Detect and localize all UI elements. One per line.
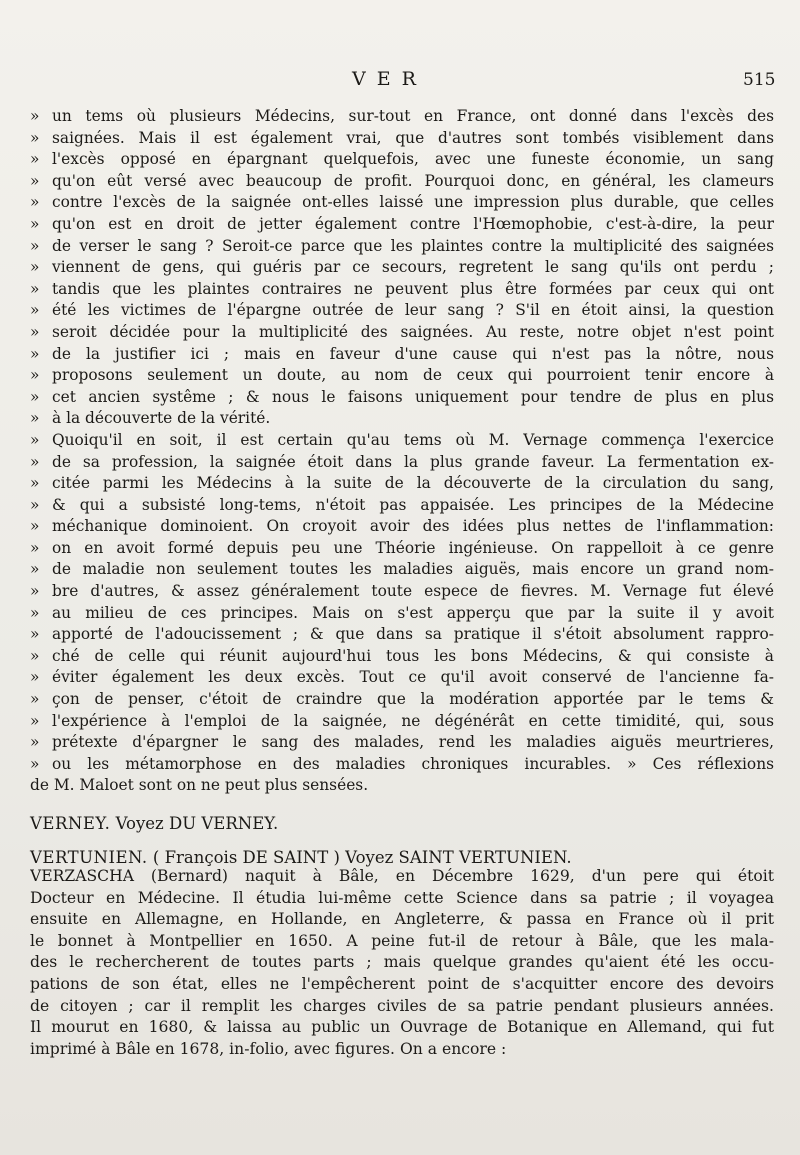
entry-verney [30, 814, 774, 833]
entry-name: VERNEY. [30, 814, 111, 833]
quote-mark: » [30, 409, 40, 428]
quote-mark: » [30, 236, 40, 255]
quote-mark: » [30, 430, 40, 449]
quote-mark: » [30, 214, 40, 233]
entry-line: imprimé à Bâle en 1678, in-folio, avec figures. On a encore : [30, 1039, 507, 1058]
quote-mark: » [30, 150, 40, 169]
quote-mark: » [30, 366, 40, 385]
quote-mark: » [30, 560, 40, 579]
quote-line: » ou les métamorphose en des maladies chroniques incurables. » Ces réflexions [30, 754, 774, 776]
entry-crossref: Voyez DU VERNEY. [115, 814, 279, 833]
quote-line: » çon de penser, c'étoit de craindre que la modération apportée par le tems & [30, 689, 774, 711]
quote-end-line: de M. Maloet sont on ne peut plus sensées. [30, 776, 369, 795]
quote-mark: » [30, 538, 40, 557]
quote-line: » de la justifier ici ; mais en faveur d'une cause qui n'est pas la nôtre, nous [30, 344, 774, 366]
quote-line: » contre l'excès de la saignée ont-elles laissé une impression plus durable, que celles [30, 192, 774, 214]
quote-line: » cet ancien systême ; & nous le faisons uniquement pour tendre de plus en plus [30, 387, 774, 409]
entry-line: VERZASCHA (Bernard) naquit à Bâle, en Décembre 1629, d'un pere qui étoit [30, 867, 774, 885]
quote-line: » à la découverte de la vérité. [30, 408, 774, 430]
quote-line: » de sa profession, la saignée étoit dans la plus grande faveur. La fermentation ex- [30, 452, 774, 474]
quote-mark: » [30, 322, 40, 341]
quote-mark: » [30, 646, 40, 665]
quote-line: » prétexte d'épargner le sang des malades, rend les maladies aiguës meurtrieres, [30, 732, 774, 754]
quote-line: » ché de celle qui réunit aujourd'hui tous les bons Médecins, & qui consiste à [30, 646, 774, 668]
quote-mark: » [30, 603, 40, 622]
entry-line: de citoyen ; car il remplit les charges civiles de sa patrie pendant plusieurs années. [30, 996, 774, 1015]
quote-line: » l'excès opposé en épargnant quelquefois, avec une funeste économie, un sang [30, 149, 774, 171]
entry-line: pations de son état, elles ne l'empêcherent point de s'acquitter encore des devoirs [30, 974, 774, 993]
quote-line: » méchanique dominoient. On croyoit avoir des idées plus nettes de l'inflammation: [30, 516, 774, 538]
quote-mark: » [30, 193, 40, 212]
quote-line: » proposons seulement un doute, au nom de ceux qui pourroient tenir encore à [30, 365, 774, 387]
quote-line: » viennent de gens, qui guéris par ce secours, regretent le sang qu'ils ont perdu ; [30, 257, 774, 279]
quote-mark: » [30, 517, 40, 536]
quote-line: » bre d'autres, & assez généralement toute espece de fievres. M. Vernage fut élevé [30, 581, 774, 603]
quote-mark: » [30, 733, 40, 752]
quote-line: » qu'on eût versé avec beaucoup de profit. Pourquoi donc, en général, les clameurs [30, 171, 774, 193]
quote-line: » l'expérience à l'emploi de la saignée, ne dégénérât en cette timidité, qui, sous [30, 711, 774, 733]
quote-line: » qu'on est en droit de jetter également contre l'Hœmophobie, c'est-à-dire, la peur [30, 214, 774, 236]
quote-line: » un tems où plusieurs Médecins, sur-tout en France, ont donné dans l'excès des [30, 106, 774, 128]
quote-mark: » [30, 301, 40, 320]
quote-mark: » [30, 474, 40, 493]
entry-line: Il mourut en 1680, & laissa au public un Ouvrage de Botanique en Allemand, qui fut [30, 1018, 774, 1037]
entry-name: VERTUNIEN. [30, 848, 148, 867]
entry-line: le bonnet à Montpellier en 1650. A peine fut-il de retour à Bâle, que les mala- [30, 931, 774, 950]
entry-line: Docteur en Médecine. Il étudia lui-même cette Science dans sa patrie ; il voyagea [30, 888, 774, 907]
quote-line: » on en avoit formé depuis peu une Théorie ingénieuse. On rappelloit à ce genre [30, 538, 774, 560]
quote-line: » Quoiqu'il en soit, il est certain qu'au tems où M. Vernage commença l'exercice [30, 430, 774, 452]
quote-mark: » [30, 690, 40, 709]
quote-line: » apporté de l'adoucissement ; & que dans sa pratique il s'étoit absolument rappro- [30, 624, 774, 646]
quote-line: » seroit décidée pour la multiplicité des saignées. Au reste, notre objet n'est point [30, 322, 774, 344]
quote-mark: » [30, 452, 40, 471]
running-title: VER [352, 68, 427, 90]
quote-mark: » [30, 279, 40, 298]
quoted-passage [30, 106, 774, 797]
quote-mark: » [30, 711, 40, 730]
quote-mark: » [30, 625, 40, 644]
quote-mark: » [30, 258, 40, 277]
quote-mark: » [30, 107, 40, 125]
quote-mark: » [30, 754, 40, 773]
entry-line: ensuite en Allemagne, en Hollande, en Angleterre, & passa en France où il prit [30, 910, 774, 929]
quote-line: » été les victimes de l'épargne outrée de leur sang ? S'il en étoit ainsi, la question [30, 300, 774, 322]
page-number: 515 [743, 70, 776, 90]
quote-mark: » [30, 582, 40, 601]
running-head [0, 68, 800, 98]
quote-line: » de maladie non seulement toutes les maladies aiguës, mais encore un grand nom- [30, 559, 774, 581]
entry-vertunien [30, 848, 774, 867]
quote-mark: » [30, 668, 40, 687]
quote-line: » éviter également les deux excès. Tout ce qu'il avoit conservé de l'ancienne fa- [30, 667, 774, 689]
entry-verzascha [30, 866, 774, 1060]
quote-line: » de verser le sang ? Seroit-ce parce que les plaintes contre la multiplicité des saignées [30, 236, 774, 258]
quote-line: » & qui a subsisté long-tems, n'étoit pas appaisée. Les principes de la Médecine [30, 495, 774, 517]
entry-line: des le rechercherent de toutes parts ; mais quelque grandes qu'aient été les occu- [30, 953, 774, 972]
quote-mark: » [30, 344, 40, 363]
quote-line: » tandis que les plaintes contraires ne peuvent plus être formées par ceux qui ont [30, 279, 774, 301]
quote-mark: » [30, 495, 40, 514]
quote-line: » saignées. Mais il est également vrai, que d'autres sont tombés visiblement dans [30, 128, 774, 150]
quote-line: » citée parmi les Médecins à la suite de la découverte de la circulation du sang, [30, 473, 774, 495]
quote-mark: » [30, 387, 40, 406]
quote-mark: » [30, 171, 40, 190]
quote-line: » au milieu de ces principes. Mais on s'est apperçu que par la suite il y avoit [30, 603, 774, 625]
entry-crossref: ( François DE SAINT ) Voyez SAINT VERTUNIEN. [152, 848, 572, 867]
quote-mark: » [30, 128, 40, 147]
